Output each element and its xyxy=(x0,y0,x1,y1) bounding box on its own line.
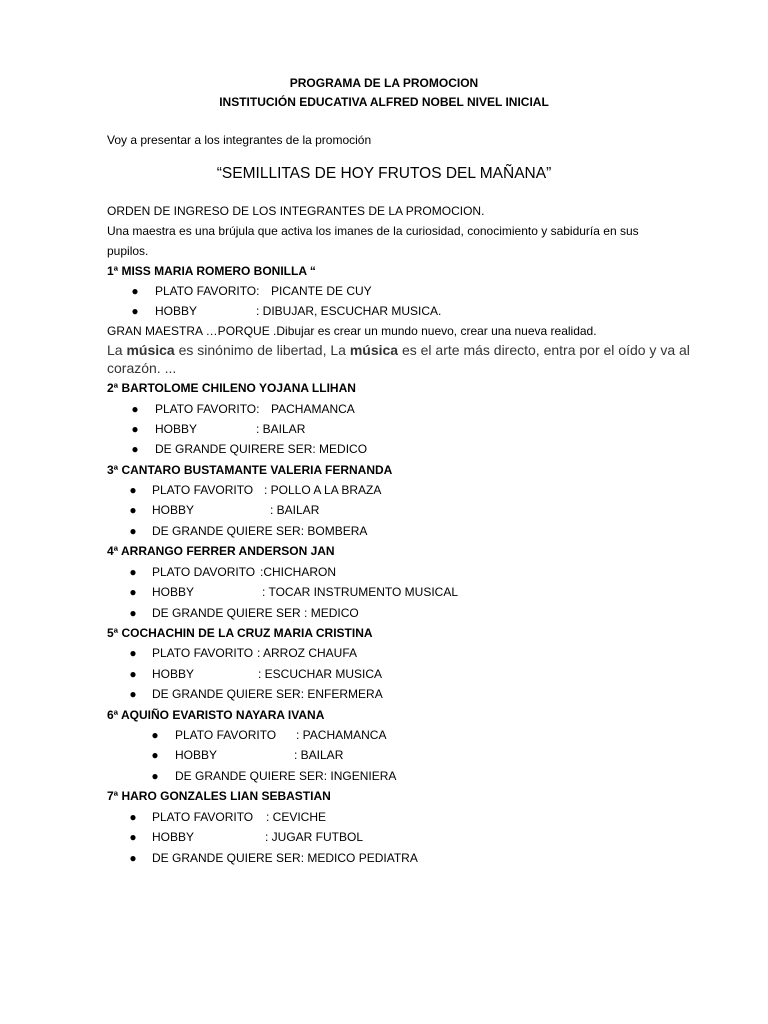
document-title: PROGRAMA DE LA PROMOCION xyxy=(289,76,479,90)
musica-quote-word-1: música xyxy=(126,342,175,358)
member-3-item-1-label: PLATO FAVORITO xyxy=(152,483,254,497)
bullet-icon: ● xyxy=(129,585,137,599)
member-7-item-2-value: : JUGAR FUTBOL xyxy=(265,830,364,844)
member-6-item-1-label: PLATO FAVORITO xyxy=(175,728,277,742)
musica-quote-la-1: La xyxy=(107,342,127,358)
musica-quote-line-2: corazón. ... xyxy=(107,360,177,376)
member-7-item-1-label: PLATO FAVORITO xyxy=(152,810,254,824)
member-2-item-1-label: PLATO FAVORITO: xyxy=(155,402,260,416)
teacher-quote-line-1: Una maestra es una brújula que activa los imanes de la curiosidad, conocimiento y sabiduría en sus xyxy=(107,224,639,238)
promotion-motto: “SEMILLITAS DE HOY FRUTOS DEL MAÑANA” xyxy=(216,165,552,182)
member-6-item-1-value: : PACHAMANCA xyxy=(296,728,387,742)
member-1-item-1-value: PICANTE DE CUY xyxy=(271,284,372,298)
bullet-icon: ● xyxy=(129,830,137,844)
member-3-item-3-label: DE GRANDE QUIERE SER: BOMBERA xyxy=(152,524,368,538)
order-heading: ORDEN DE INGRESO DE LOS INTEGRANTES DE LA PROMOCION. xyxy=(107,204,485,218)
member-4-title: 4ª ARRANGO FERRER ANDERSON JAN xyxy=(107,544,335,558)
member-1-item-2-value: : DIBUJAR, ESCUCHAR MUSICA. xyxy=(256,304,442,318)
member-1-item-1-label: PLATO FAVORITO: xyxy=(155,284,260,298)
member-7-item-2-label: HOBBY xyxy=(152,830,195,844)
bullet-icon: ● xyxy=(131,402,139,416)
bullet-icon: ● xyxy=(151,728,159,742)
bullet-icon: ● xyxy=(129,606,137,620)
bullet-icon: ● xyxy=(129,483,137,497)
bullet-icon: ● xyxy=(131,442,139,456)
bullet-icon: ● xyxy=(151,769,159,783)
member-2-title: 2ª BARTOLOME CHILENO YOJANA LLIHAN xyxy=(107,381,356,395)
gran-maestra-text: GRAN MAESTRA …PORQUE .Dibujar es crear un mundo nuevo, crear una nueva realidad. xyxy=(107,324,597,338)
member-7-item-1-value: : CEVICHE xyxy=(266,810,327,824)
member-4-item-1-value: :CHICHARON xyxy=(260,565,337,579)
member-5-title: 5ª COCHACHIN DE LA CRUZ MARIA CRISTINA xyxy=(107,626,373,640)
musica-quote-mid: es sinónimo de libertad, La xyxy=(174,342,350,358)
member-3-item-1-value: : POLLO A LA BRAZA xyxy=(264,483,382,497)
member-2-item-1-value: PACHAMANCA xyxy=(271,402,355,416)
member-6-title: 6ª AQUIÑO EVARISTO NAYARA IVANA xyxy=(107,708,325,722)
member-5-item-1-label: PLATO FAVORITO xyxy=(152,646,254,660)
member-1-title: 1ª MISS MARIA ROMERO BONILLA “ xyxy=(107,264,316,278)
bullet-icon: ● xyxy=(131,422,139,436)
intro-text: Voy a presentar a los integrantes de la promoción xyxy=(107,133,372,147)
bullet-icon: ● xyxy=(129,667,137,681)
member-4-item-2-value: : TOCAR INSTRUMENTO MUSICAL xyxy=(262,585,459,599)
member-5-item-3-label: DE GRANDE QUIERE SER: ENFERMERA xyxy=(152,687,383,701)
musica-quote-end: es el arte más directo, entra por el oído y va al xyxy=(398,342,690,358)
teacher-quote-line-2: pupilos. xyxy=(107,244,149,258)
member-3-item-2-value: : BAILAR xyxy=(270,503,320,517)
member-5-item-2-value: : ESCUCHAR MUSICA xyxy=(258,667,383,681)
member-6-item-3-label: DE GRANDE QUIERE SER: INGENIERA xyxy=(175,769,397,783)
bullet-icon: ● xyxy=(131,284,139,298)
member-6-item-2-label: HOBBY xyxy=(175,748,218,762)
bullet-icon: ● xyxy=(131,304,139,318)
bullet-icon: ● xyxy=(129,687,137,701)
member-4-item-1-label: PLATO DAVORITO xyxy=(152,565,256,579)
bullet-icon: ● xyxy=(129,646,137,660)
member-2-item-3-label: DE GRANDE QUIRERE SER: MEDICO xyxy=(155,442,368,456)
bullet-icon: ● xyxy=(129,503,137,517)
member-5-item-1-value: : ARROZ CHAUFA xyxy=(257,646,358,660)
bullet-icon: ● xyxy=(151,748,159,762)
member-5-item-2-label: HOBBY xyxy=(152,667,195,681)
member-7-title: 7ª HARO GONZALES LIAN SEBASTIAN xyxy=(107,789,331,803)
member-4-item-3-label: DE GRANDE QUIERE SER : MEDICO xyxy=(152,606,359,620)
member-4-item-2-label: HOBBY xyxy=(152,585,195,599)
document-subtitle: INSTITUCIÓN EDUCATIVA ALFRED NOBEL NIVEL INICIAL xyxy=(219,95,549,109)
member-6-item-2-value: : BAILAR xyxy=(294,748,344,762)
musica-quote-word-2: música xyxy=(349,342,399,358)
bullet-icon: ● xyxy=(129,851,137,865)
member-7-item-3-label: DE GRANDE QUIERE SER: MEDICO PEDIATRA xyxy=(152,851,418,865)
member-3-title: 3ª CANTARO BUSTAMANTE VALERIA FERNANDA xyxy=(107,463,393,477)
member-2-item-2-value: : BAILAR xyxy=(256,422,306,436)
member-1-item-2-label: HOBBY xyxy=(155,304,198,318)
member-2-item-2-label: HOBBY xyxy=(155,422,198,436)
musica-quote-line-1 xyxy=(107,340,690,360)
bullet-icon: ● xyxy=(129,524,137,538)
bullet-icon: ● xyxy=(129,565,137,579)
bullet-icon: ● xyxy=(129,810,137,824)
member-3-item-2-label: HOBBY xyxy=(152,503,195,517)
